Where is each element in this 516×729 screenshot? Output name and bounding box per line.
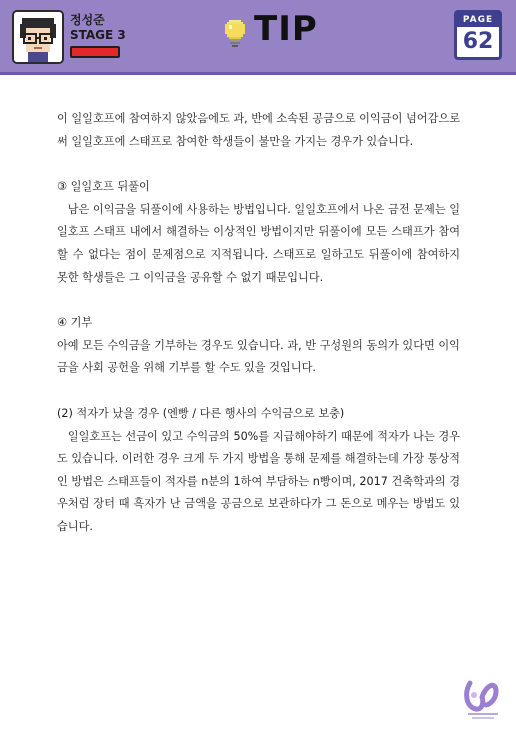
page-title: TIP	[254, 9, 318, 49]
page-badge	[454, 10, 502, 60]
section-2-title: (2) 적자가 났을 경우 (엔빵 / 다른 행사의 수익금으로 보충)	[57, 406, 345, 420]
avatar	[12, 10, 64, 64]
header-bar	[0, 0, 516, 75]
lightbulb-icon	[224, 20, 246, 52]
section-2-body-text: 일일호프는 선금이 있고 수익금의 50%를 지급해야하기 때문에 적자가 나는 경우도 있습니다. 이러한 경우 크게 두 가지 방법을 통해 문제를 해결하는데 가장 통상적인 방법은 스태프들이 적자를 n분의 1하여 부담하는 n빵이며, 2017 건축학과의 경우처럼 장터 때 흑자가 난 금액을 공금으로 보관하다가 그 돈으로 메우는 방법도 있습니다.	[57, 429, 460, 533]
hp-bar	[70, 46, 120, 58]
main-content	[57, 108, 460, 539]
page-label: PAGE	[457, 13, 499, 27]
section-3-body-text: 남은 이익금을 뒤풀이에 사용하는 방법입니다. 일일호프에서 나온 금전 문제는 일일호프 스태프 내에서 해결하는 이상적인 방법이지만 뒤풀이에 모든 스태프가 참여할 수 없다는 점이 문제점으로 지적됩니다. 스태프로 일하고도 뒤풀이에 참여하지 못한 학생들은 그 이익금을 공유할 수 없기 때문입니다.	[57, 202, 460, 284]
paragraph-intro: 이 일일호프에 참여하지 않았음에도 과, 반에 소속된 공금으로 이익금이 넘어감으로써 일일호프에 스태프로 참여한 학생들이 불만을 가지는 경우가 있습니다.	[57, 112, 461, 148]
section-3-title: ③ 일일호프 뒤풀이	[57, 180, 150, 194]
publisher-logo-icon	[462, 675, 504, 725]
section-2-body	[57, 426, 460, 539]
section-4-body: 아예 모든 수익금을 기부하는 경우도 있습니다. 과, 반 구성원의 동의가 있다면 이익금을 사회 공헌을 위해 기부를 할 수도 있을 것입니다.	[57, 338, 460, 375]
section-3-body	[57, 199, 460, 289]
page-number: 62	[462, 29, 494, 54]
hp-bar-fill	[72, 48, 118, 56]
pixel-avatar-icon	[14, 12, 62, 62]
stage-label: STAGE 3	[70, 28, 126, 42]
player-name: 정성준	[70, 13, 105, 27]
section-4-title: ④ 기부	[57, 316, 93, 330]
